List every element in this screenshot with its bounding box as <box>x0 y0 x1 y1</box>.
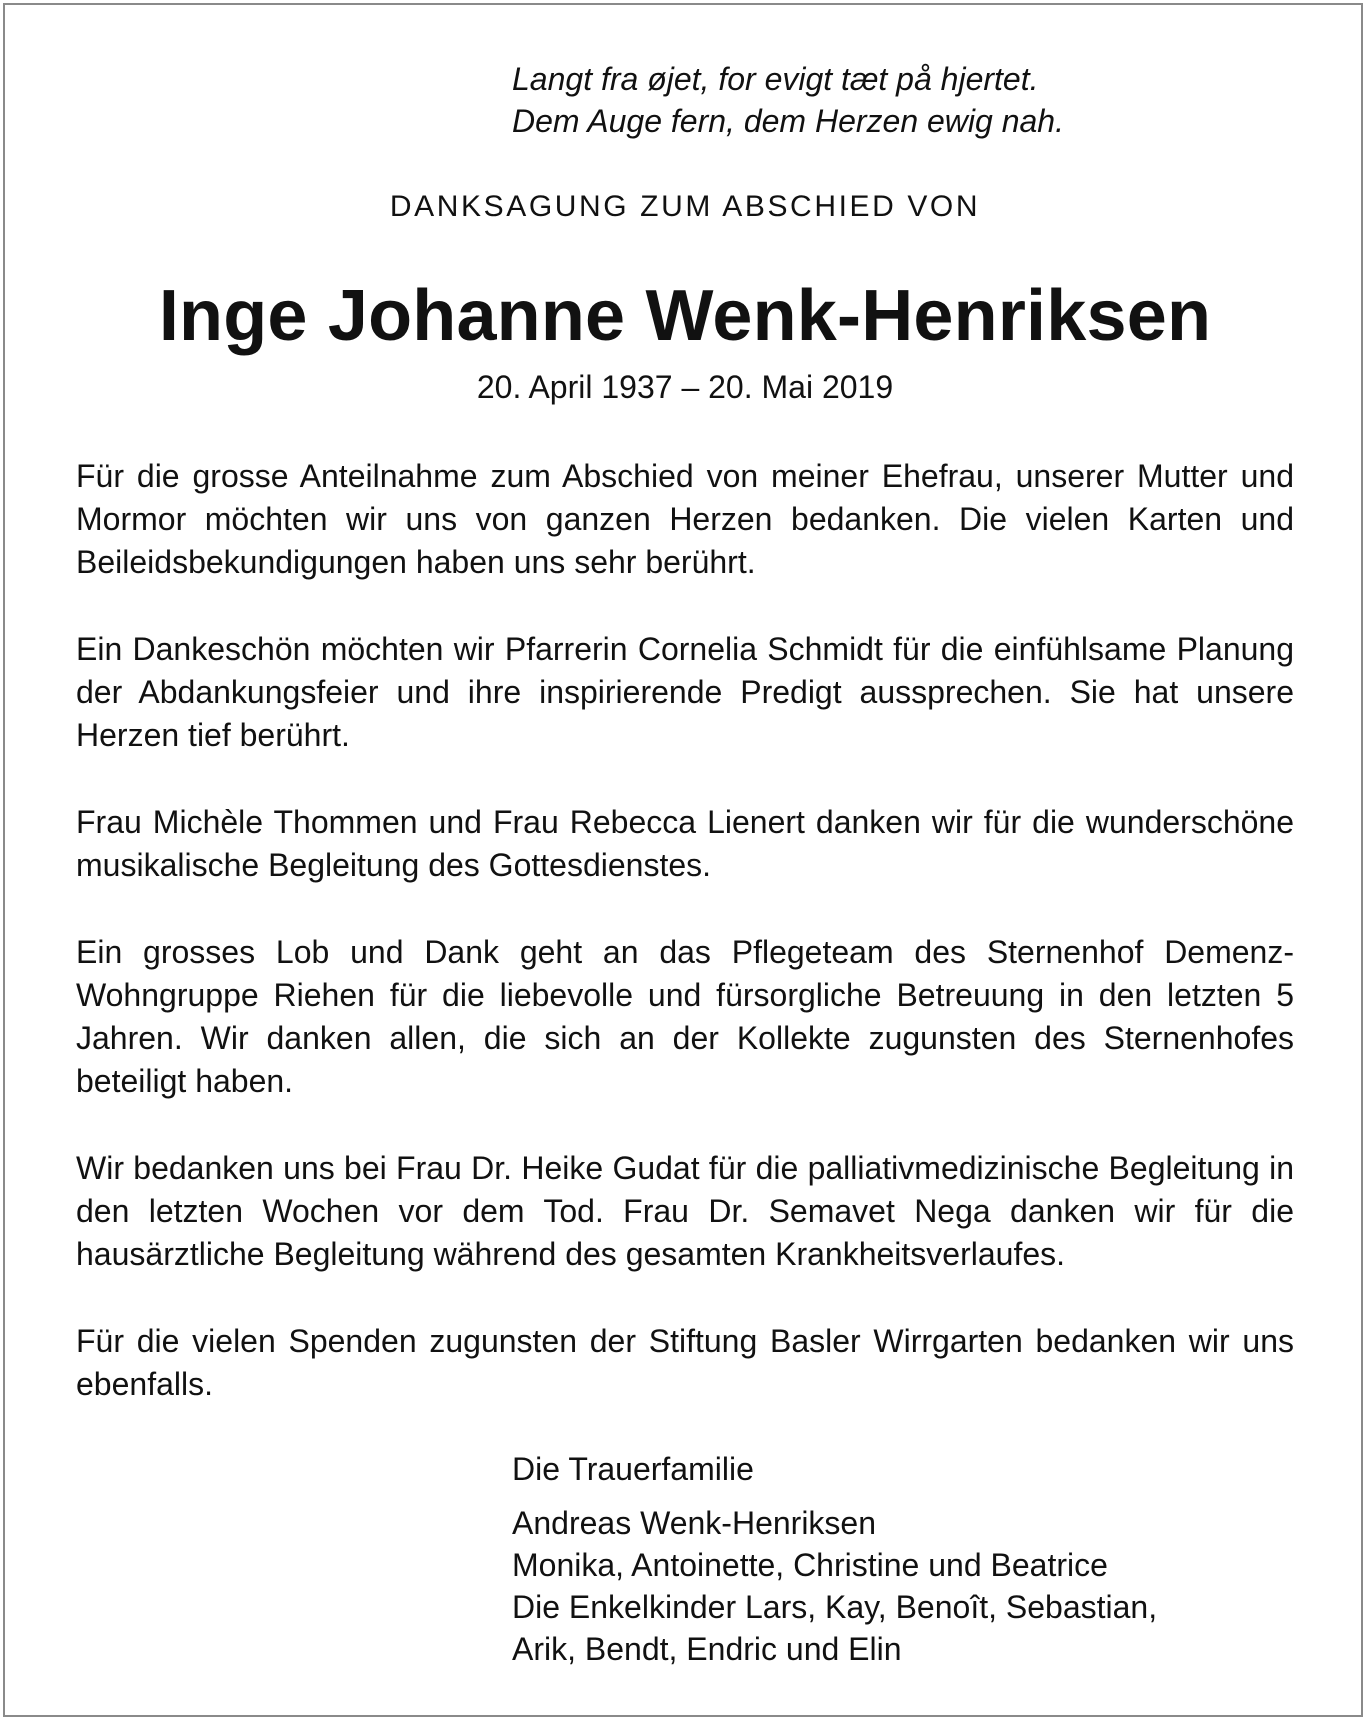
paragraph-donations: Für die vielen Spenden zugunsten der Stiftung Basler Wirrgarten bedanken wir uns ebenfalls. <box>76 1323 1294 1402</box>
deceased-name: Inge Johanne Wenk-Henriksen <box>158 276 1212 356</box>
life-dates: 20. April 1937 – 20. Mai 2019 <box>476 369 894 405</box>
paragraph-doctors: Wir bedanken uns bei Frau Dr. Heike Gudat für die palliativmedizinische Begleitung in den letzten Wochen vor dem Tod. Frau Dr. Semavet Nega danken wir für die hausärztliche Begleitung während des gesamten Krankheitsverlaufes. <box>76 1150 1294 1272</box>
notice-heading: DANKSAGUNG ZUM ABSCHIED VON <box>389 190 981 223</box>
family-member-line: Andreas Wenk-Henriksen <box>512 1505 877 1541</box>
motto-line-danish: Langt fra øjet, for evigt tæt på hjertet. <box>512 61 1039 97</box>
thanks-text <box>76 455 1294 1450</box>
family-label: Die Trauerfamilie <box>512 1451 754 1487</box>
motto <box>512 58 1064 142</box>
paragraph-pastor: Ein Dankeschön möchten wir Pfarrerin Cornelia Schmidt für die einfühlsame Planung der Abdankungsfeier und ihre inspirierende Predigt aussprechen. Sie hat unsere Herzen tief berührt. <box>76 631 1294 753</box>
family-member-line: Die Enkelkinder Lars, Kay, Benoît, Sebastian, <box>512 1589 1158 1625</box>
motto-line-german: Dem Auge fern, dem Herzen ewig nah. <box>512 103 1064 139</box>
paragraph-music: Frau Michèle Thommen und Frau Rebecca Lienert danken wir für die wunderschöne musikalische Begleitung des Gottesdienstes. <box>76 804 1294 883</box>
family-member-line: Monika, Antoinette, Christine und Beatrice <box>512 1547 1108 1583</box>
family-member-line: Arik, Bendt, Endric und Elin <box>512 1631 902 1667</box>
paragraph-care-team: Ein grosses Lob und Dank geht an das Pflegeteam des Sternenhof Demenz-Wohngruppe Riehen für die liebevolle und fürsorgliche Betreuung in den letzten 5 Jahren. Wir danken allen, die sich an der Kollekte zugunsten des Sternenhofes beteiligt haben. <box>76 934 1294 1099</box>
signoff <box>512 1448 1157 1670</box>
paragraph-condolences: Für die grosse Anteilnahme zum Abschied von meiner Ehefrau, unserer Mutter und Mormor möchten wir uns von ganzen Herzen bedanken. Die vielen Karten und Beileidsbekundigungen haben uns sehr berührt. <box>76 458 1294 580</box>
